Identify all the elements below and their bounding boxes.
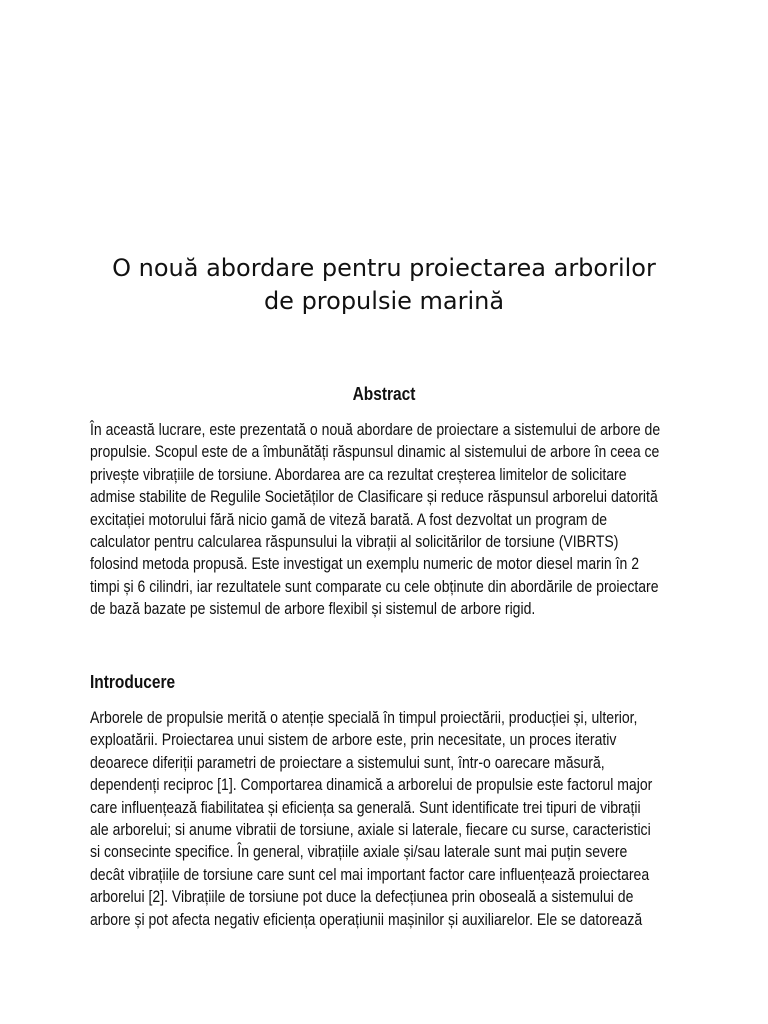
abstract-heading: Abstract [352, 384, 416, 404]
introduction-line: decât vibrațiile de torsiune care sunt cel mai important factor care influențează proiectarea [90, 865, 650, 884]
document-title-line-1: O nouă abordare pentru proiectarea arborilor [112, 254, 656, 282]
introduction-line: ale arborelui; si anume vibratii de torsiune, axiale si laterale, fiecare cu surse, caracteristici [90, 821, 651, 840]
abstract-line: privește vibrațiile de torsiune. Abordarea are ca rezultat creșterea limitelor de solicitare [90, 465, 627, 484]
introduction-line: si consecinte specifice. În general, vibrațiile axiale și/sau laterale sunt mai puțin severe [90, 843, 628, 862]
abstract-line: excitației motorului fără nicio gamă de viteză barată. A fost dezvoltat un program de [90, 510, 608, 529]
introduction-line: exploatării. Proiectarea unui sistem de arbore este, prin necesitate, un proces iterativ [90, 731, 617, 750]
abstract-line: calculator pentru calcularea răspunsului la vibrații al solicitărilor de torsiune (VIBRTS) [90, 533, 619, 552]
introduction-line: dependenți reciproc [1]. Comportarea dinamică a arborelui de propulsie este factorul major [90, 776, 653, 795]
abstract-paragraph [90, 419, 679, 621]
document-title-line-2: de propulsie marină [263, 287, 505, 315]
introduction-line: care influențează fiabilitatea și eficiența sa generală. Sunt identificate trei tipuri de vibrații [90, 798, 641, 817]
abstract-line: timpi și 6 cilindri, iar rezultatele sunt comparate cu cele obținute din abordările de proiectare [90, 577, 659, 596]
abstract-line: de bază bazate pe sistemul de arbore flexibil și sistemul de arbore rigid. [90, 600, 536, 619]
abstract-line: folosind metoda propusă. Este investigat un exemplu numeric de motor diesel marin în 2 [90, 555, 640, 574]
introduction-line: Arborele de propulsie merită o atenție specială în timpul proiectării, producției și, ulterior, [90, 709, 638, 727]
introduction-paragraph [90, 707, 679, 931]
introduction-heading: Introducere [90, 672, 176, 692]
introduction-line: arborelui [2]. Vibrațiile de torsiune pot duce la defecțiunea prin oboseală a sistemului de [90, 888, 634, 907]
abstract-line: admise stabilite de Regulile Societăților de Clasificare și reduce răspunsul arborelui datorită [90, 488, 658, 507]
document-title [60, 252, 708, 318]
abstract-line: În această lucrare, este prezentată o nouă abordare de proiectare a sistemului de arbore de [90, 421, 661, 439]
introduction-line: deoarece diferiții parametri de proiectare a sistemului sunt, într-o oarecare măsură, [90, 753, 605, 772]
introduction-line: arbore și pot afecta negativ eficiența operațiunii mașinilor și auxiliarelor. Ele se datorează [90, 910, 643, 929]
abstract-line: propulsie. Scopul este de a îmbunătăți răspunsul dinamic al sistemului de arbore în ceea ce [90, 443, 660, 462]
